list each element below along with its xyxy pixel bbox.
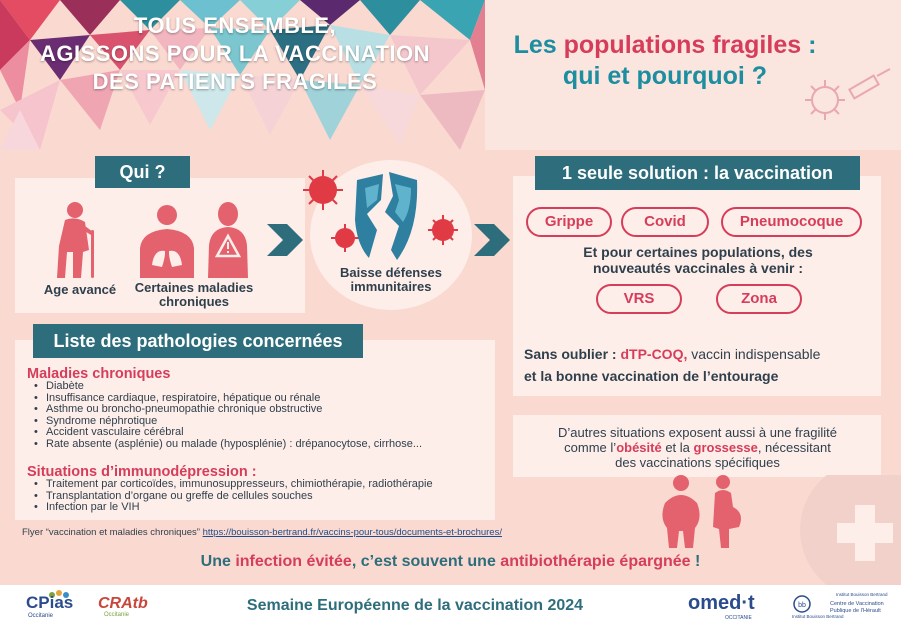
obesity-pregnancy-icon	[655, 473, 750, 548]
age-label: Age avancé	[43, 282, 117, 297]
right-title-suffix: :	[801, 31, 817, 59]
omedit-logo-sub: OCCITANIE	[725, 615, 752, 621]
vaccin-vrs-pill: VRS	[596, 284, 682, 314]
list-item: • Accident vasculaire cérébral	[34, 427, 422, 439]
list-item: • Traitement par corticoïdes, immunosuppresseurs, chimiothérapie, radiothérapie	[34, 479, 433, 491]
slogan-part-2: , c’est souvent une	[351, 553, 501, 570]
vaccin-covid-pill: Covid	[621, 207, 709, 237]
autres-line-2-prefix: comme l’	[564, 440, 617, 455]
bouisson-bertrand-caption: Institut Bouisson Bertrand	[792, 614, 844, 619]
vaccin-zona-pill: Zona	[716, 284, 802, 314]
cratb-logo: CRAtb	[98, 595, 148, 612]
omedit-logo: omed·t	[688, 592, 755, 614]
cratb-logo-sub: Occitanie	[104, 612, 130, 618]
autres-line-1: D’autres situations exposent aussi à une fragilité	[558, 425, 837, 440]
banner-title	[0, 12, 470, 96]
immunodepression-title: Situations d’immunodépression :	[27, 464, 257, 480]
right-title	[485, 30, 845, 92]
slogan-part-3: !	[690, 553, 701, 570]
list-item: • Insuffisance cardiaque, respiratoire, hépatique ou rénale	[34, 393, 422, 405]
list-item: • Infection par le VIH	[34, 502, 433, 514]
centre-vaccination-logo: Centre de Vaccination Publique de l’Hérault	[830, 601, 884, 614]
autres-line-3: des vaccinations spécifiques	[615, 455, 780, 470]
slogan	[0, 553, 901, 571]
list-item: • Transplantation d’organe ou greffe de cellules souches	[34, 491, 433, 503]
chroniques-label: Certaines maladies chroniques	[134, 280, 254, 309]
broken-shield-virus-icon	[295, 160, 470, 270]
sans-oublier-rest: vaccin indispensable	[687, 346, 821, 362]
slogan-part-1: Une	[200, 553, 236, 570]
flyer-reference	[22, 527, 502, 538]
autres-line-2-suffix: , nécessitant	[757, 440, 831, 455]
list-item: • Syndrome néphrotique	[34, 416, 422, 428]
solution-label: 1 seule solution : la vaccination	[535, 156, 860, 190]
grossesse-text: grossesse	[693, 440, 758, 455]
right-title-line-2: qui et pourquoi ?	[562, 62, 768, 90]
cpias-logo-sub: Occitanie	[28, 613, 54, 619]
virus-syringe-icon	[800, 68, 895, 128]
list-item: • Asthme ou broncho-pneumopathie chronique obstructive	[34, 404, 422, 416]
svg-text:bb: bb	[798, 602, 806, 609]
banner-title-line-1: TOUS ENSEMBLE,	[133, 13, 337, 38]
banner-title-line-3: DES PATIENTS FRAGILES	[92, 69, 378, 94]
nouveautes-text: Et pour certaines populations, des nouveautés vaccinales à venir :	[583, 244, 813, 276]
dtp-coq-text: dTP-COQ,	[620, 346, 688, 362]
arrow-right-icon	[472, 220, 512, 260]
list-item: • Rate absente (asplénie) ou malade (hyposplénie) : drépanocytose, cirrhose...	[34, 439, 422, 451]
cpias-logo: CPias	[26, 593, 74, 612]
slogan-infection: infection évitée	[235, 553, 352, 570]
lungs-person-icon	[132, 203, 202, 278]
vaccin-pneumocoque-pill: Pneumocoque	[721, 207, 862, 237]
banner-title-line-2: AGISSONS POUR LA VACCINATION	[39, 41, 431, 66]
baisse-label: Baisse défenses immunitaires	[340, 265, 442, 294]
autres-text	[520, 425, 875, 470]
entourage-text: et la bonne vaccination de l’entourage	[524, 368, 779, 384]
maladies-chroniques-title: Maladies chroniques	[27, 366, 171, 382]
obesite-text: obésité	[616, 440, 662, 455]
elderly-person-icon	[45, 200, 115, 280]
sans-oublier-text	[524, 343, 874, 387]
footer-title: Semaine Européenne de la vaccination 2024	[246, 597, 584, 614]
warning-person-icon	[203, 200, 253, 278]
immunodepression-list	[34, 479, 433, 514]
et-la-text: et la	[661, 440, 694, 455]
right-title-prefix: Les	[513, 31, 564, 59]
list-item: • Diabète	[34, 381, 422, 393]
vaccin-grippe-pill: Grippe	[526, 207, 612, 237]
liste-label: Liste des pathologies concernées	[33, 324, 363, 358]
right-title-highlight: populations fragiles	[563, 31, 802, 59]
slogan-antibiotherapie: antibiothérapie épargnée	[500, 553, 691, 570]
flyer-link[interactable]: https://bouisson-bertrand.fr/vaccins-pour-tous/documents-et-brochures/	[202, 527, 502, 538]
bouisson-bertrand-logo-icon	[792, 595, 812, 613]
bouisson-bertrand-top: Institut Bouisson Bertrand	[836, 592, 888, 597]
flyer-text: Flyer “vaccination et maladies chroniques”	[22, 527, 203, 538]
qui-label: Qui ?	[95, 156, 190, 188]
maladies-list	[34, 381, 422, 450]
sans-oublier-prefix: Sans oublier :	[524, 346, 621, 362]
